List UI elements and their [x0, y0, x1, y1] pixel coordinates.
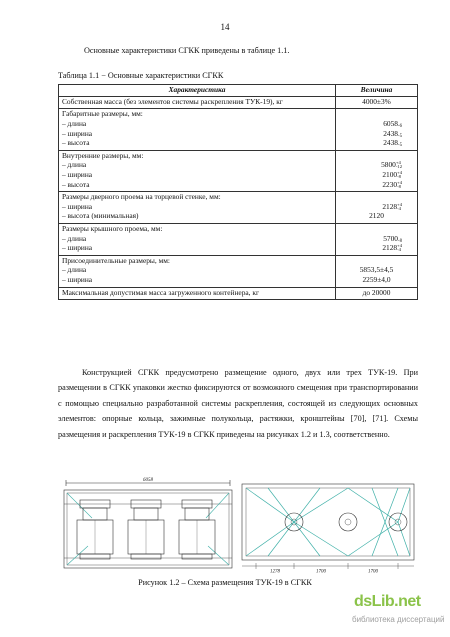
- value-main: 6058: [383, 119, 398, 129]
- tolerance-lower: -6: [398, 124, 402, 130]
- side-view-drawing: [64, 480, 232, 568]
- value-main: 5700: [383, 233, 398, 243]
- tolerance: [397, 244, 402, 252]
- tolerance-upper: +4: [397, 243, 402, 249]
- characteristic-line: – ширина: [62, 201, 93, 211]
- value-cell: [336, 96, 418, 109]
- value-main: 2128: [382, 243, 398, 253]
- value-main: 2438: [383, 138, 398, 148]
- tolerance-lower: -4: [397, 247, 401, 253]
- characteristic-cell: [59, 96, 336, 109]
- value-line: [339, 110, 414, 120]
- header-characteristic: Характеристика: [59, 85, 336, 97]
- characteristic-line: Габаритные размеры, мм:: [62, 109, 143, 119]
- body-paragraph: Конструкцией СГКК предусмотрено размещение одного, двух или трех ТУК-19. При размещении в СГКК упаковки жестко фиксируются от возможного смещения при транспортировании с помощью специально разработанной системы раскрепления, состоящей из следующих основных элементов: опорные кольца, зажимные полукольца, растяжки, кронштейны [70], [71]. Схемы размещения и раскрепления ТУК-19 в СГКК приведены на рисунках 1.2 и 1.3, соответственно.: [58, 368, 418, 439]
- value-cell: [336, 224, 418, 256]
- tolerance-lower: -5: [398, 143, 402, 149]
- tolerance-upper: +4: [395, 160, 401, 166]
- characteristic-line: – ширина: [62, 170, 93, 180]
- tolerance-lower: -12: [395, 164, 402, 170]
- tolerance-lower: -8: [397, 174, 401, 180]
- value-line: [339, 139, 414, 149]
- table-header-row: [59, 85, 418, 97]
- characteristic-cell: [59, 287, 336, 300]
- dim-1: 1278: [270, 569, 280, 574]
- placement-diagram: [58, 474, 418, 574]
- watermark-logo: dsLib.net: [354, 593, 421, 610]
- value-line: [339, 235, 414, 245]
- table-row: [59, 150, 418, 191]
- value-main: 2438: [383, 128, 398, 138]
- tolerance-lower: -4: [397, 205, 401, 211]
- characteristic-line: Внутренние размеры, мм:: [62, 150, 144, 160]
- figure-caption: Рисунок 1.2 – Схема размещения ТУК-19 в СГКК: [138, 578, 312, 587]
- value-line: [339, 98, 414, 108]
- characteristic-line: – высота (минимальная): [62, 211, 139, 221]
- tolerance: [397, 181, 402, 189]
- value-cell: [336, 192, 418, 224]
- value-main: 2100: [382, 170, 398, 180]
- tolerance-lower: -5: [398, 133, 402, 139]
- characteristic-cell: [59, 150, 336, 191]
- tolerance-upper: +4: [397, 170, 402, 176]
- characteristic-line: Присоединительные размеры, мм:: [62, 255, 170, 265]
- characteristic-cell: [59, 255, 336, 287]
- table-row: [59, 287, 418, 300]
- value-line: [339, 193, 414, 203]
- table-row: [59, 96, 418, 109]
- cask-3: [179, 500, 215, 559]
- characteristic-line: Размеры крышного проема, мм:: [62, 224, 163, 233]
- characteristic-line: – высота: [62, 138, 90, 148]
- tolerance-upper: +4: [397, 179, 402, 185]
- tolerance-lower: -8: [398, 238, 402, 244]
- site-watermark: [350, 591, 450, 637]
- table-caption: Таблица 1.1 − Основные характеристики СГКК: [58, 71, 224, 80]
- value-line: [339, 161, 414, 171]
- value-cell: [336, 109, 418, 150]
- dim-3: 1700: [368, 569, 378, 574]
- watermark-subtitle: библиотека диссертаций: [352, 615, 445, 624]
- value-main: 4000±3%: [362, 96, 391, 106]
- characteristic-cell: [59, 192, 336, 224]
- characteristic-line: – длина: [62, 160, 87, 170]
- cask-2: [128, 500, 164, 559]
- value-line: [339, 289, 414, 299]
- tolerance-upper: +4: [397, 201, 402, 207]
- value-main: 5800: [381, 160, 396, 170]
- value-main: 2128: [382, 201, 398, 211]
- value-line: [339, 181, 414, 191]
- value-main: 2259±4,0: [362, 274, 391, 284]
- value-line: [339, 244, 414, 254]
- characteristic-line: – ширина: [62, 128, 93, 138]
- value-cell: [336, 287, 418, 300]
- table-row: [59, 255, 418, 287]
- characteristic-line: – ширина: [62, 274, 93, 284]
- value-main: до 20000: [362, 287, 391, 297]
- header-value: Величина: [336, 85, 418, 97]
- table-row: [59, 192, 418, 224]
- value-main: 2120: [369, 211, 384, 221]
- value-line: [339, 152, 414, 162]
- value-main: 2230: [382, 179, 398, 189]
- value-cell: [336, 255, 418, 287]
- characteristic-line: – высота: [62, 179, 90, 189]
- tolerance: [397, 171, 402, 179]
- dim-2: 1700: [316, 569, 326, 574]
- cask-1: [77, 500, 113, 559]
- tolerance: [397, 203, 402, 211]
- characteristic-line: Размеры дверного проема на торцевой стенке, мм:: [62, 192, 221, 202]
- value-line: [339, 225, 414, 235]
- page-number: 14: [220, 22, 230, 32]
- value-line: [339, 171, 414, 181]
- intro-text: Основные характеристики СГКК приведены в таблице 1.1.: [84, 46, 290, 55]
- value-line: [339, 130, 414, 140]
- specifications-table: [58, 84, 418, 300]
- value-line: [339, 276, 414, 286]
- characteristic-cell: [59, 109, 336, 150]
- plan-view-drawing: [242, 484, 414, 569]
- value-cell: [336, 150, 418, 191]
- characteristic-line: Собственная масса (без элементов системы раскрепления ТУК-19), кг: [62, 96, 283, 106]
- characteristic-line: – длина: [62, 265, 87, 275]
- characteristic-line: – длина: [62, 233, 87, 243]
- value-line: [339, 120, 414, 130]
- tolerance-lower: -8: [397, 183, 401, 189]
- table-row: [59, 224, 418, 256]
- tolerance: [396, 161, 402, 169]
- value-main: 5853,5±4,5: [359, 265, 394, 275]
- value-line: [339, 212, 414, 222]
- characteristic-line: – длина: [62, 119, 87, 129]
- dim-total: 6058: [143, 478, 153, 483]
- characteristic-cell: [59, 224, 336, 256]
- characteristic-line: – ширина: [62, 243, 93, 253]
- characteristic-line: Максимальная допустимая масса загруженного контейнера, кг: [62, 287, 259, 297]
- table-row: [59, 109, 418, 150]
